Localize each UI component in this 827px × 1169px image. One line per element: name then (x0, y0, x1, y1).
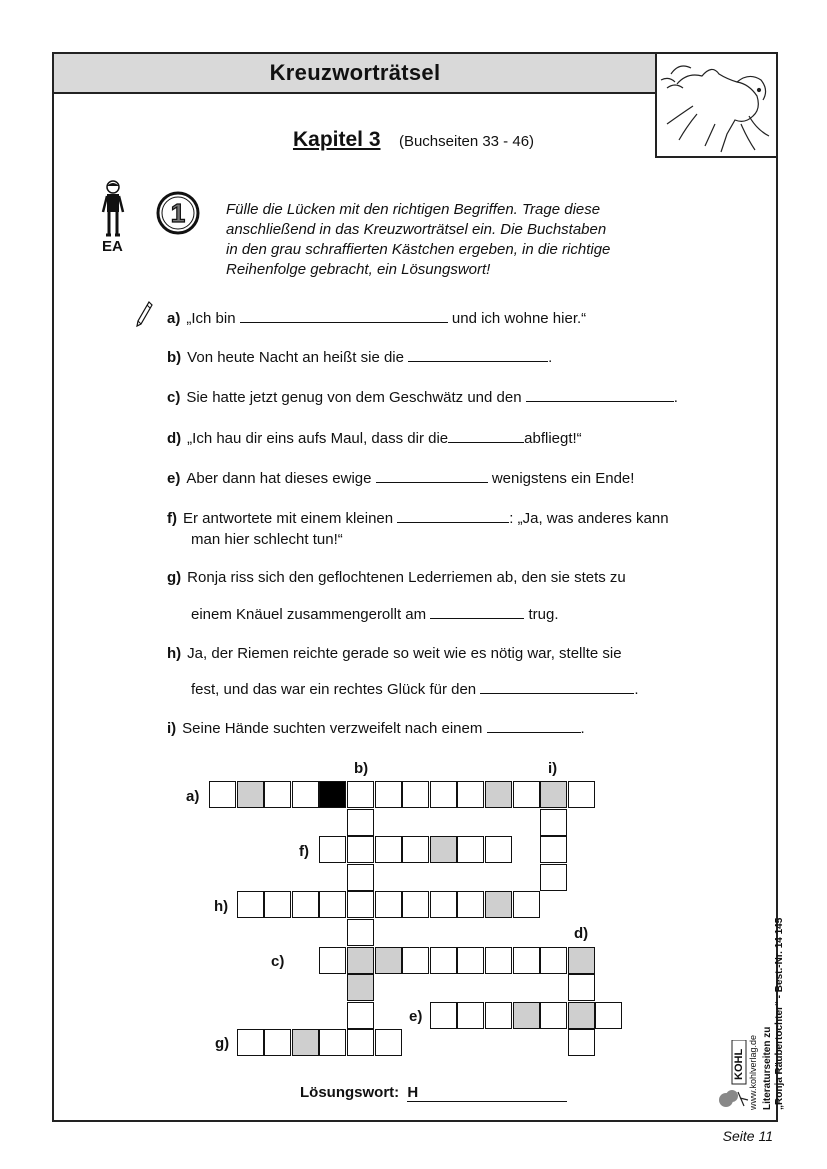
crossword-cell[interactable] (430, 1002, 457, 1029)
answer-blank[interactable] (487, 718, 581, 733)
crossword-cell[interactable] (485, 836, 512, 863)
question-text: Seine Hände suchten verzweifelt nach einem (182, 720, 483, 737)
crossword-cell[interactable] (485, 781, 512, 808)
header-bar (54, 54, 656, 94)
crossword-cell[interactable] (402, 836, 429, 863)
instruction-line: in den grau schraffierten Kästchen ergeben, in die richtige (226, 241, 611, 258)
crossword-cell[interactable] (430, 781, 457, 808)
crossword-cell[interactable] (292, 781, 319, 808)
publisher-url: www.kohlverlag.de (748, 1034, 758, 1110)
crossword-cell[interactable] (347, 836, 374, 863)
crossword-cell[interactable] (347, 891, 374, 918)
crossword-label-e: e) (409, 1008, 423, 1025)
question-text: : „Ja, was anderes kann (509, 510, 669, 527)
crossword-cell[interactable] (430, 836, 457, 863)
answer-blank[interactable] (448, 428, 524, 443)
crossword-cell[interactable] (375, 947, 402, 974)
question-h (167, 643, 622, 665)
person-icon (100, 180, 126, 238)
instruction-line: anschließend in das Kreuzworträtsel ein. Die Buchstaben (226, 221, 607, 238)
question-b (167, 347, 552, 369)
crossword-cell[interactable] (513, 1002, 540, 1029)
instruction-line: Reihenfolge gebracht, ein Lösungswort! (226, 261, 491, 278)
question-text: „Ich hau dir eins aufs Maul, dass dir die (187, 430, 449, 447)
crossword-label-b: b) (354, 760, 369, 777)
question-text: abfliegt!“ (524, 430, 582, 447)
crossword-cell[interactable] (319, 1029, 346, 1056)
crossword-cell[interactable] (347, 919, 374, 946)
answer-blank[interactable] (480, 679, 634, 694)
crossword-cell[interactable] (540, 809, 567, 836)
crossword-cell[interactable] (402, 781, 429, 808)
crossword-cell (319, 781, 346, 808)
answer-blank[interactable] (240, 308, 448, 323)
question-text: . (634, 681, 639, 698)
pencil-icon (135, 300, 153, 328)
answer-blank[interactable] (408, 347, 548, 362)
question-f-line2: man hier schlecht tun!“ (191, 531, 343, 548)
question-text: Er antwortete mit einem kleinen (183, 510, 394, 527)
question-c (167, 387, 678, 409)
page-title: Kreuzworträtsel (269, 60, 441, 85)
crossword-cell[interactable] (430, 947, 457, 974)
crossword-cell[interactable] (513, 947, 540, 974)
question-i (167, 718, 585, 740)
instruction-line: Fülle die Lücken mit den richtigen Begriffen. Trage diese (226, 201, 601, 218)
crossword-cell[interactable] (485, 891, 512, 918)
crossword-cell[interactable] (568, 781, 595, 808)
question-text: Ronja riss sich den geflochtenen Lederriemen ab, den sie stets zu (187, 569, 626, 586)
question-label: a) (167, 310, 181, 327)
crossword-cell[interactable] (513, 781, 540, 808)
crossword-cell[interactable] (457, 1002, 484, 1029)
chapter-heading (0, 128, 827, 152)
solution-input[interactable] (407, 1084, 567, 1102)
question-text: wenigstens ein Ende! (491, 470, 635, 487)
crossword-cell[interactable] (513, 891, 540, 918)
answer-blank[interactable] (397, 508, 509, 523)
crossword-cell[interactable] (430, 891, 457, 918)
solution-first-letter: H (407, 1084, 419, 1101)
crossword-cell[interactable] (568, 1029, 595, 1056)
question-text: . (548, 349, 553, 366)
book-reference-line: Literaturseiten zu (762, 1026, 773, 1110)
book-reference-line: „Ronja Räubertochter“ - Best.-Nr. 14 145 (774, 917, 785, 1110)
crossword-cell[interactable] (457, 836, 484, 863)
question-text: fest, und das war ein rechtes Glück für den (191, 681, 477, 698)
crossword-cell[interactable] (457, 781, 484, 808)
task-number-badge (155, 190, 201, 236)
crossword-cell[interactable] (540, 864, 567, 891)
crossword-cell[interactable] (264, 1029, 291, 1056)
crossword-cell[interactable] (568, 1002, 595, 1029)
crossword-cell[interactable] (292, 1029, 319, 1056)
question-label: h) (167, 645, 182, 662)
question-text: Aber dann hat dieses ewige (186, 470, 372, 487)
question-d (167, 428, 582, 450)
crossword-cell[interactable] (237, 781, 264, 808)
answer-blank[interactable] (526, 387, 674, 402)
crossword-label-g: g) (215, 1035, 230, 1052)
crossword-cell[interactable] (485, 1002, 512, 1029)
crossword-cell[interactable] (209, 781, 236, 808)
crossword-cell[interactable] (375, 1029, 402, 1056)
crossword-cell[interactable] (568, 974, 595, 1001)
crossword-cell[interactable] (375, 891, 402, 918)
question-text: . (580, 720, 585, 737)
question-text: einem Knäuel zusammengerollt am (191, 606, 427, 623)
crossword-cell[interactable] (264, 781, 291, 808)
crossword-label-f: f) (299, 843, 309, 860)
crossword-cell[interactable] (540, 947, 567, 974)
book-reference (762, 918, 786, 1110)
crossword-cell[interactable] (402, 947, 429, 974)
question-label: b) (167, 349, 182, 366)
crossword-cell[interactable] (485, 947, 512, 974)
crossword-cell[interactable] (264, 891, 291, 918)
crossword-cell[interactable] (347, 809, 374, 836)
solution-label: Lösungswort: (300, 1084, 400, 1101)
crossword-cell[interactable] (347, 864, 374, 891)
crossword-label-d: d) (574, 925, 589, 942)
answer-blank[interactable] (430, 604, 524, 619)
crossword-label-c: c) (271, 953, 285, 970)
question-label: g) (167, 569, 182, 586)
crossword-cell[interactable] (540, 1002, 567, 1029)
question-text: . (673, 389, 678, 406)
chapter-pages: (Buchseiten 33 - 46) (398, 133, 535, 150)
answer-blank[interactable] (376, 468, 488, 483)
question-g (167, 567, 626, 589)
chapter-title: Kapitel 3 (292, 128, 381, 151)
crossword-cell[interactable] (319, 947, 346, 974)
crossword-label-i: i) (548, 760, 558, 777)
question-f (167, 508, 669, 530)
question-g-line2 (191, 604, 558, 626)
page-number: Seite 11 (722, 1128, 773, 1144)
crossword-cell[interactable] (319, 891, 346, 918)
publisher-name: KOHL (733, 1048, 745, 1080)
crossword-cell[interactable] (402, 891, 429, 918)
question-label: d) (167, 430, 182, 447)
crossword-cell[interactable] (347, 974, 374, 1001)
crossword-cell[interactable] (319, 836, 346, 863)
crossword-cell[interactable] (347, 781, 374, 808)
solution-word (300, 1084, 567, 1102)
instruction-text (226, 200, 666, 280)
question-text: und ich wohne hier.“ (451, 310, 587, 327)
crossword-label-h: h) (214, 898, 229, 915)
crossword-cell[interactable] (375, 836, 402, 863)
crossword-cell[interactable] (347, 947, 374, 974)
question-text: „Ich bin (186, 310, 236, 327)
question-text: Sie hatte jetzt genug von dem Geschwätz und den (186, 389, 522, 406)
ea-label: EA (102, 238, 123, 255)
publisher-logo (718, 1040, 752, 1112)
crossword-label-a: a) (186, 788, 200, 805)
crossword-cell[interactable] (568, 947, 595, 974)
question-label: e) (167, 470, 181, 487)
crossword-cell[interactable] (540, 836, 567, 863)
question-e (167, 468, 634, 490)
crossword-cell[interactable] (237, 891, 264, 918)
crossword-cell[interactable] (347, 1029, 374, 1056)
crossword-cell[interactable] (457, 947, 484, 974)
question-label: c) (167, 389, 181, 406)
crossword-cell[interactable] (292, 891, 319, 918)
crossword-cell[interactable] (457, 891, 484, 918)
crossword-cell[interactable] (540, 781, 567, 808)
question-text: Ja, der Riemen reichte gerade so weit wie es nötig war, stellte sie (187, 645, 622, 662)
question-text: trug. (528, 606, 559, 623)
crossword-cell[interactable] (375, 781, 402, 808)
crossword-cell[interactable] (347, 1002, 374, 1029)
crossword-cell[interactable] (595, 1002, 622, 1029)
question-label: f) (167, 510, 177, 527)
crossword-cell[interactable] (237, 1029, 264, 1056)
question-label: i) (167, 720, 177, 737)
question-h-line2 (191, 679, 639, 701)
task-number: 1 (170, 198, 186, 228)
question-text: Von heute Nacht an heißt sie die (187, 349, 404, 366)
question-a (167, 308, 586, 330)
